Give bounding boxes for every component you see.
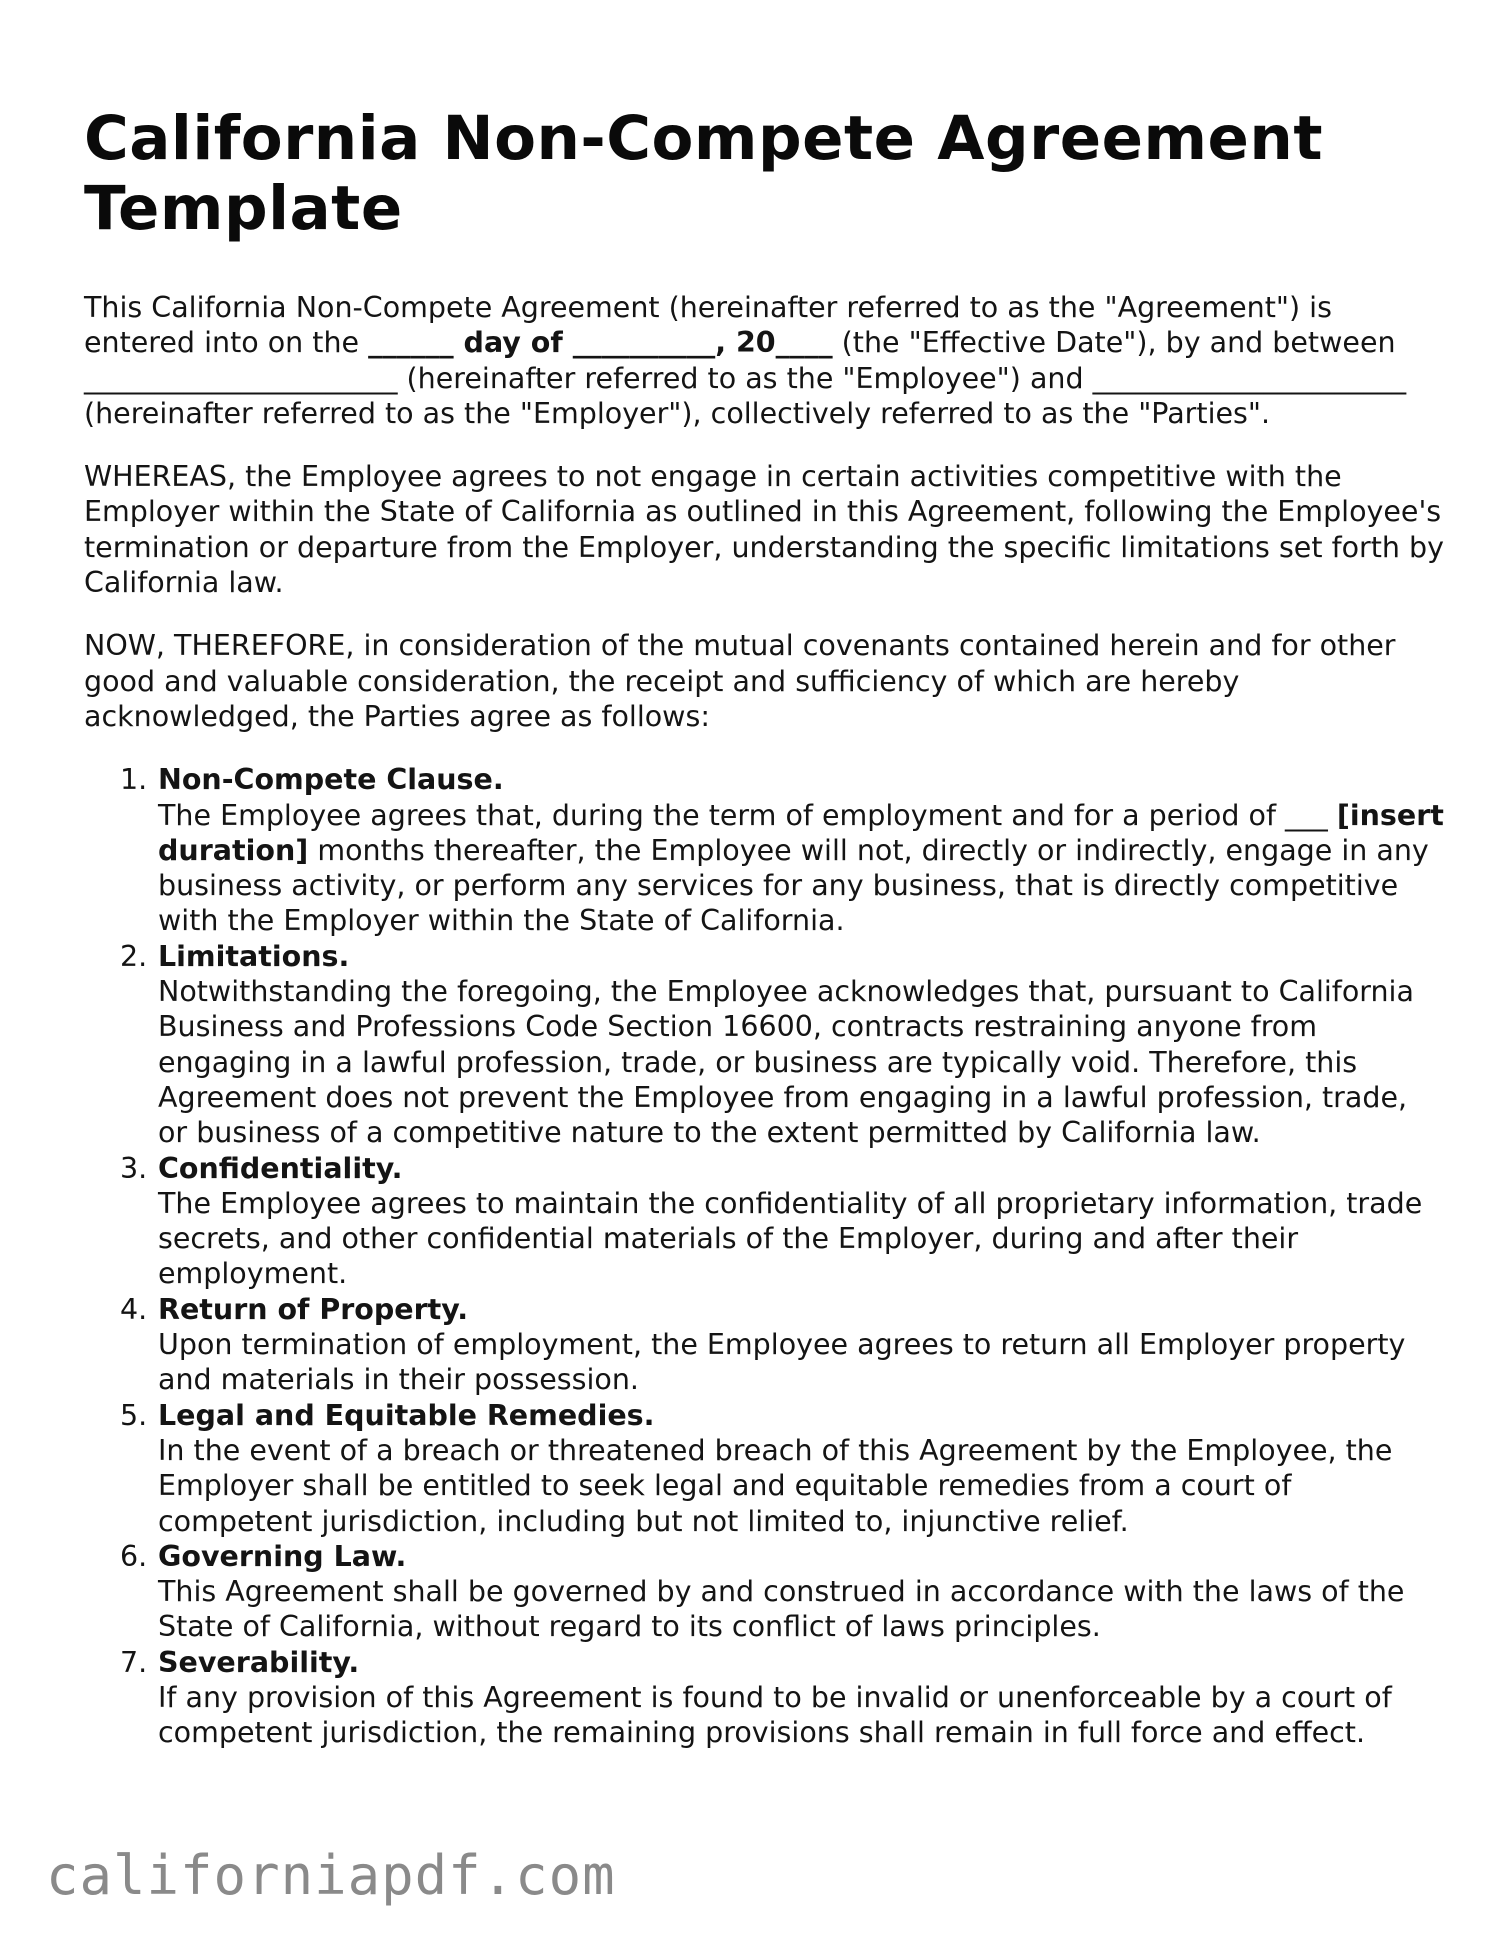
term-item-severability	[84, 1645, 1444, 1751]
term-body: In the event of a breach or threatened breach of this Agreement by the Employee, the Employer shall be entitled to seek legal and equitable remedies from a court of competent jurisdiction, including but not limited to, injunctive relief.	[158, 1433, 1393, 1538]
term-title: Legal and Equitable Remedies.	[158, 1398, 655, 1432]
term-title: Governing Law.	[158, 1539, 407, 1573]
intro-paragraph	[84, 290, 1444, 431]
term-item-confidentiality	[84, 1151, 1444, 1292]
term-title: Severability.	[158, 1645, 360, 1679]
term-body-start: The Employee agrees that, during the term of employment and for a period of ___	[158, 798, 1337, 832]
term-number: 2.	[120, 939, 148, 973]
term-number: 6.	[120, 1539, 148, 1573]
document-page	[84, 104, 1444, 1751]
effective-date-blanks: ______ day of __________, 20____	[368, 326, 833, 360]
whereas-paragraph: WHEREAS, the Employee agrees to not engage in certain activities competitive with the Employer within the State of California as outlined in this Agreement, following the Employee's termination or departure from the Employer, understanding the specific limitations set forth by California law.	[84, 460, 1445, 600]
intro-text-start: This California Non-Compete Agreement (hereinafter referred to as the "Agreement") is entered into on the	[84, 291, 1332, 360]
insert-duration-placeholder: [insert duration]	[158, 798, 1444, 867]
term-body: Notwithstanding the foregoing, the Employee acknowledges that, pursuant to California Business and Professions Code Section 16600, contracts restraining anyone from engaging in a lawful profession, trade, or business are typically void. Therefore, this Agreement does not prevent the Employee from engaging in a lawful profession, trade, or business of a competitive nature to the extent permitted by California law.	[158, 975, 1414, 1150]
term-body: The Employee agrees to maintain the confidentiality of all proprietary information, trade secrets, and other confidential materials of the Employer, during and after their employment.	[158, 1186, 1423, 1291]
term-title: Confidentiality.	[158, 1151, 403, 1185]
term-item-governing-law	[84, 1539, 1444, 1645]
terms-list	[84, 762, 1444, 1750]
term-body: If any provision of this Agreement is found to be invalid or unenforceable by a court of competent jurisdiction, the remaining provisions shall remain in full force and effect.	[158, 1680, 1392, 1750]
term-body	[158, 798, 1444, 939]
now-therefore-paragraph: NOW, THEREFORE, in consideration of the mutual covenants contained herein and for other good and valuable consideration, the receipt and sufficiency of which are hereby acknowledged, the Parties agree as follows:	[84, 629, 1396, 733]
term-title: Non-Compete Clause.	[158, 763, 504, 797]
term-body: This Agreement shall be governed by and construed in accordance with the laws of the State of California, without regard to its conflict of laws principles.	[158, 1575, 1405, 1644]
term-number: 1.	[120, 763, 148, 797]
term-title: Limitations.	[158, 939, 350, 973]
term-body: Upon termination of employment, the Employee agrees to return all Employer property and materials in their possession.	[158, 1328, 1406, 1397]
document-title: California Non-Compete Agreement Template	[84, 103, 1323, 244]
term-item-non-compete	[84, 762, 1444, 938]
term-number: 3.	[120, 1151, 148, 1185]
term-title: Return of Property.	[158, 1292, 469, 1326]
term-item-return-of-property	[84, 1292, 1444, 1398]
term-number: 5.	[120, 1398, 148, 1432]
term-body-end: months thereafter, the Employee will not, directly or indirectly, engage in any business activity, or perform any services for any business, that is directly competitive with the Employer within the State of California.	[158, 833, 1429, 938]
intro-text-end: (the "Effective Date"), by and between ______________________ (hereinafter referred to as the "Employee") and ______________________ (hereinafter referred to as the "Employer"), collectively referred to as the "Parties".	[84, 326, 1407, 430]
term-item-limitations	[84, 939, 1444, 1151]
site-watermark: californiapdf.com	[46, 1844, 616, 1907]
term-number: 7.	[120, 1645, 148, 1679]
term-number: 4.	[120, 1292, 148, 1326]
term-item-remedies	[84, 1398, 1444, 1539]
